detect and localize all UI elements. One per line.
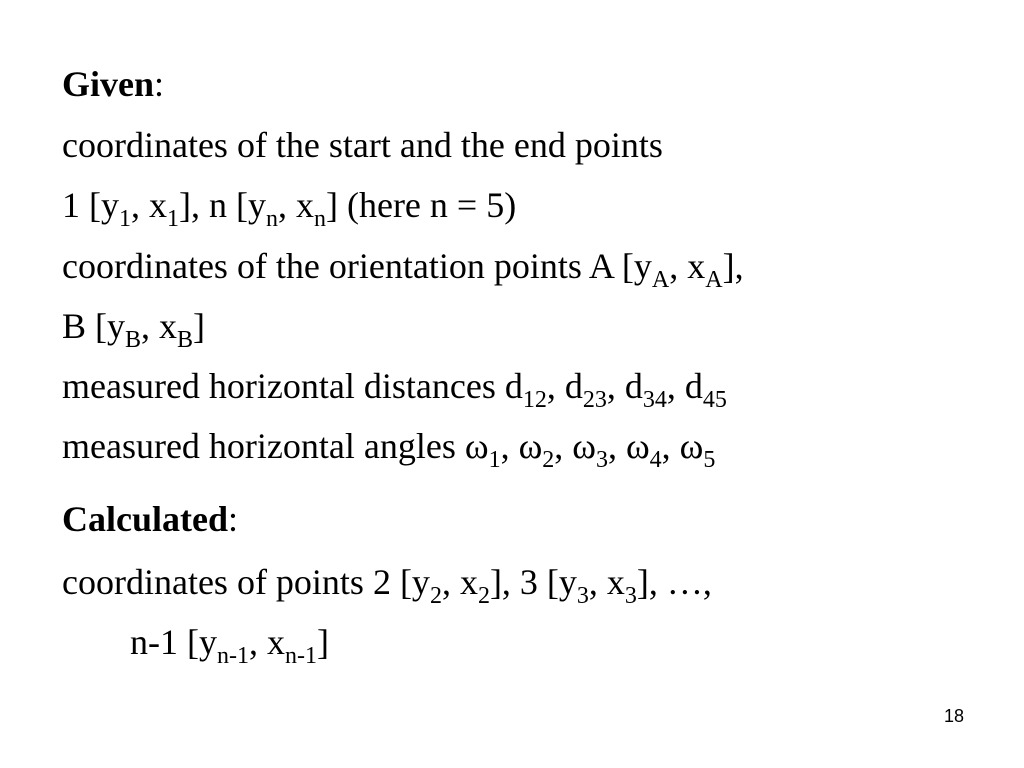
given-line-points-1-n [62, 183, 517, 232]
text-segment: , d [606, 366, 643, 406]
text-segment: , x [277, 185, 314, 225]
text-segment: , ω [607, 426, 650, 466]
text-segment: , x [248, 622, 285, 662]
text-segment: ] [316, 622, 329, 662]
subscript: 34 [642, 387, 667, 413]
given-line-angles [62, 424, 716, 473]
text-segment: 1 [y [62, 185, 119, 225]
text-segment: , x [131, 185, 167, 225]
subscript: 3 [624, 583, 637, 609]
subscript: 45 [702, 387, 727, 413]
subscript: 3 [595, 447, 608, 473]
subscript: 1 [119, 206, 131, 232]
text-segment: , ω [500, 426, 543, 466]
text-segment: measured horizontal angles ω [62, 426, 489, 466]
calculated-line-points [62, 560, 712, 609]
subscript: 1 [167, 206, 179, 232]
given-line-orientation-points [62, 244, 744, 293]
subscript: B [177, 327, 194, 353]
text-segment: , d [546, 366, 583, 406]
text-segment: , x [588, 562, 625, 602]
text-segment: , ω [554, 426, 596, 466]
given-heading-colon: : [154, 64, 165, 104]
text-segment: ], 3 [y [489, 562, 577, 602]
subscript: n-1 [284, 643, 317, 669]
text-segment: n-1 [y [130, 622, 217, 662]
text-segment: ], n [y [179, 185, 266, 225]
text-segment: ], …, [636, 562, 712, 602]
subscript: 4 [649, 447, 662, 473]
page-number: 18 [943, 706, 964, 726]
subscript: 2 [429, 583, 442, 609]
text-segment: measured horizontal distances d [62, 366, 523, 406]
subscript: 2 [477, 583, 490, 609]
calculated-heading-colon: : [228, 499, 239, 539]
text-segment: coordinates of the orientation points A [y [62, 246, 652, 286]
text-segment: B [y [62, 306, 125, 346]
subscript: A [651, 267, 670, 293]
subscript: A [705, 267, 723, 293]
text-segment: coordinates of points 2 [y [62, 562, 430, 602]
calculated-heading [62, 497, 238, 541]
text-segment: ] [193, 306, 206, 346]
given-heading [62, 62, 164, 106]
subscript: 2 [542, 447, 555, 473]
subscript: n [265, 206, 278, 232]
subscript: 23 [582, 387, 607, 413]
subscript: 3 [576, 583, 589, 609]
subscript: 5 [703, 447, 716, 473]
text-segment: ], [722, 246, 744, 286]
text-segment: , x [141, 306, 178, 346]
text-segment: , x [441, 562, 478, 602]
text-segment: , d [666, 366, 703, 406]
subscript: 12 [522, 387, 547, 413]
subscript: n [313, 206, 326, 232]
calculated-line-n-minus-1 [130, 620, 329, 669]
subscript: B [125, 327, 142, 353]
text-segment: , ω [661, 426, 704, 466]
text-segment: coordinates of the start and the end points [62, 125, 663, 165]
text-segment: ] (here n = 5) [325, 185, 517, 225]
given-line-start-end-points [62, 123, 663, 167]
given-line-point-b [62, 304, 206, 353]
given-heading-label: Given [62, 64, 155, 104]
given-line-distances [62, 364, 727, 413]
text-segment: , x [669, 246, 706, 286]
subscript: n-1 [216, 643, 249, 669]
subscript: 1 [488, 447, 501, 473]
calculated-heading-label: Calculated [62, 499, 228, 539]
